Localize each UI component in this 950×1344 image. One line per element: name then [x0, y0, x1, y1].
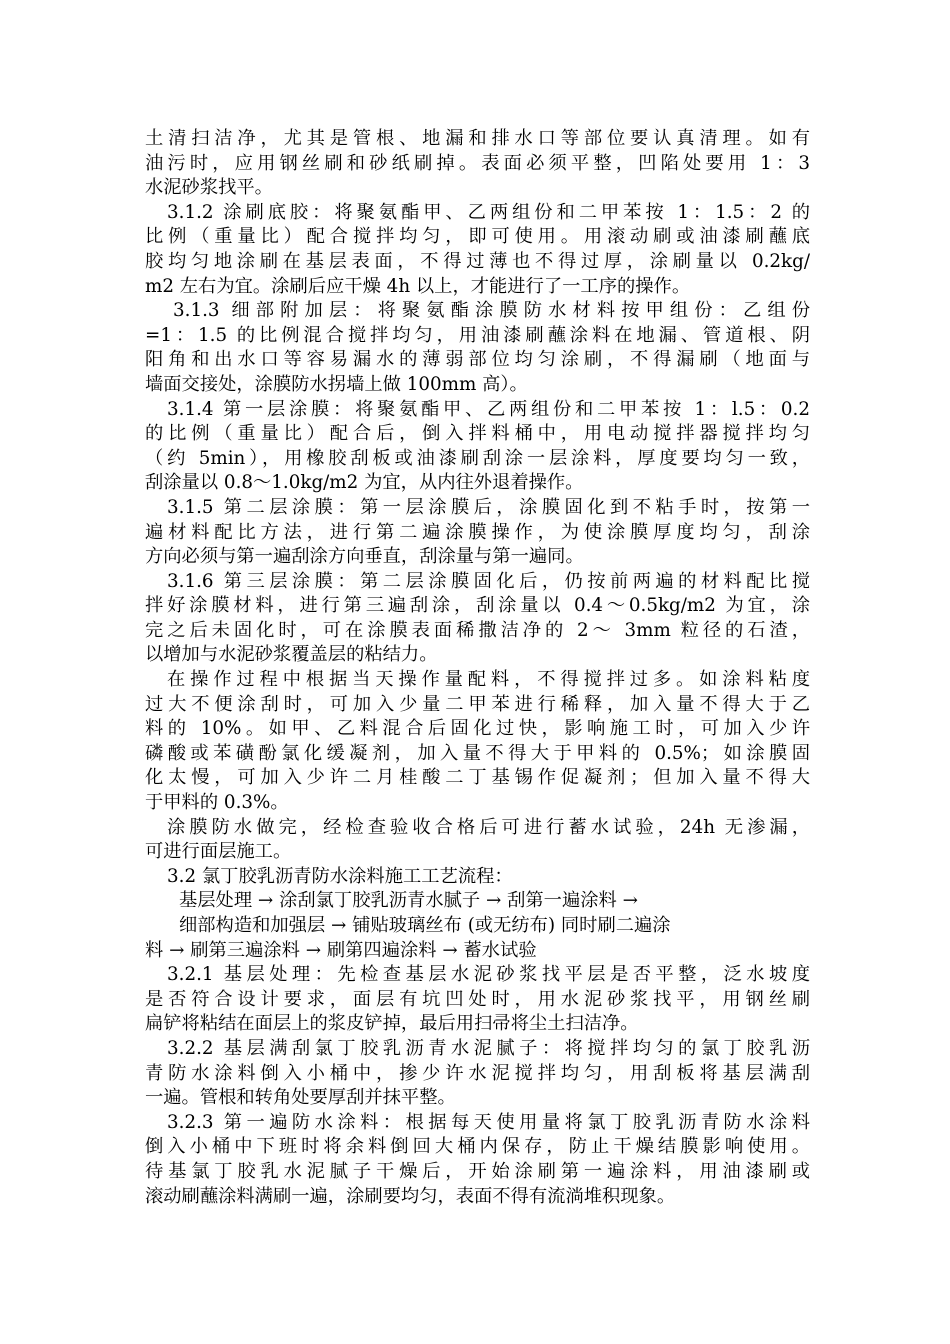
text-line: 化太慢，可加入少许二月桂酸二丁基锡作促凝剂；但加入量不得大	[145, 767, 810, 789]
text-line: 3.2.2 基层满刮氯丁胶乳沥青水泥腻子：将搅拌均匀的氯丁胶乳沥	[167, 1037, 810, 1059]
text-line: 涂膜防水做完，经检查验收合格后可进行蓄水试验，24h 无渗漏，	[167, 816, 810, 838]
text-line: 扁铲将粘结在面层上的浆皮铲掉，最后用扫帚将尘土扫洁净。	[145, 1013, 639, 1035]
text-line: 3.1.5 第二层涂膜：第一层涂膜后，涂膜固化到不粘手时，按第一	[167, 496, 810, 518]
text-line: 3.1.6 第三层涂膜：第二层涂膜固化后，仍按前两遍的材料配比搅	[167, 570, 810, 592]
paragraph	[145, 963, 810, 1037]
text-line: 的比例（重量比）配合后，倒入拌料桶中，用电动搅拌器搅拌均匀	[145, 423, 810, 445]
text-line: （约 5min），用橡胶刮板或油漆刷刮涂一层涂料，厚度要均匀一致，	[145, 447, 810, 469]
text-line: 是否符合设计要求，面层有坑凹处时，用水泥砂浆找平，用钢丝刷	[145, 988, 810, 1010]
text-line: 3.1.2 涂刷底胶：将聚氨酯甲、乙两组份和二甲苯按 1：1.5：2 的	[167, 201, 810, 223]
process-flow	[145, 889, 810, 963]
text-line: 待基氯丁胶乳水泥腻子干燥后，开始涂刷第一遍涂料，用油漆刷或	[145, 1160, 810, 1182]
text-line: 细部构造和加强层 → 铺贴玻璃丝布 (或无纺布) 同时刷二遍涂	[179, 915, 671, 936]
text-line: =1：1.5 的比例混合搅拌均匀，用油漆刷蘸涂料在地漏、管道根、阴	[145, 324, 810, 346]
text-line: 青防水涂料倒入小桶中，掺少许水泥搅拌均匀，用刮板将基层满刮	[145, 1062, 810, 1084]
text-line: 胶均匀地涂刷在基层表面，不得过薄也不得过厚，涂刷量以 0.2kg/	[145, 250, 810, 272]
text-line: 磷酸或苯磺酚氯化缓凝剂，加入量不得大于甲料的 0.5%；如涂膜固	[145, 742, 810, 764]
paragraph	[145, 299, 810, 397]
text-line: 比例（重量比）配合搅拌均匀，即可使用。用滚动刷或油漆刷蘸底	[145, 226, 810, 248]
paragraph	[145, 127, 810, 201]
text-line: 油污时，应用钢丝刷和砂纸刷掉。表面必须平整，凹陷处要用 1：3	[145, 152, 810, 174]
paragraph	[145, 201, 810, 299]
paragraph	[145, 668, 810, 816]
text-line: m2 左右为宜。涂刷后应干燥 4h 以上，才能进行了一工序的操作。	[145, 275, 691, 297]
text-line: 料 → 刷第三遍涂料 → 刷第四遍涂料 → 蓄水试验	[145, 939, 537, 961]
text-line: 倒入小桶中下班时将余料倒回大桶内保存，防止干燥结膜影响使用。	[145, 1136, 810, 1158]
text-line: 方向必须与第一遍刮涂方向垂直，刮涂量与第一遍同。	[145, 546, 584, 568]
text-line: 土清扫洁净，尤其是管根、地漏和排水口等部位要认真清理。如有	[145, 128, 810, 149]
text-line: 完之后未固化时，可在涂膜表面稀撒洁净的 2～ 3mm 粒径的石渣，	[145, 619, 810, 641]
document-page	[145, 127, 810, 1209]
text-line: 刮涂量以 0.8～1.0kg/m2 为宜，从内往外退着操作。	[145, 472, 584, 494]
text-line: 滚动刷蘸涂料满刷一遍，涂刷要均匀，表面不得有流淌堆积现象。	[145, 1185, 676, 1207]
paragraph	[145, 398, 810, 496]
text-line: 3.2 氯丁胶乳沥青防水涂料施工工艺流程：	[167, 865, 513, 887]
text-line: 3.2.1 基层处理：先检查基层水泥砂浆找平层是否平整，泛水坡度	[167, 964, 810, 986]
text-line: 以增加与水泥砂浆覆盖层的粘结力。	[145, 644, 438, 666]
text-line: 水泥砂浆找平。	[145, 177, 273, 199]
text-line: 在操作过程中根据当天操作量配料，不得搅拌过多。如涂料粘度	[167, 669, 810, 691]
text-line: 墙面交接处，涂膜防水拐墙上做 100mm 高）。	[145, 373, 528, 395]
text-line: 遍材料配比方法，进行第二遍涂膜操作，为使涂膜厚度均匀，刮涂	[145, 521, 810, 543]
text-line: 3.1.4 第一层涂膜：将聚氨酯甲、乙两组份和二甲苯按 1：l.5：0.2	[167, 398, 810, 420]
paragraph	[145, 1037, 810, 1111]
paragraph	[145, 1111, 810, 1209]
paragraph	[145, 570, 810, 668]
text-line: 一遍。管根和转角处要厚刮并抹平整。	[145, 1087, 456, 1109]
text-line: 于甲料的 0.3%。	[145, 792, 289, 814]
section-heading	[145, 865, 810, 890]
text-line: 阳角和出水口等容易漏水的薄弱部位均匀涂刷，不得漏刷（地面与	[145, 349, 810, 371]
paragraph	[145, 816, 810, 865]
text-line: 料的 10%。如甲、乙料混合后固化过快，影响施工时，可加入少许	[145, 718, 810, 740]
text-line: 可进行面层施工。	[145, 841, 292, 863]
text-line: 3.2.3 第一遍防水涂料：根据每天使用量将氯丁胶乳沥青防水涂料	[167, 1111, 810, 1133]
text-line: 拌好涂膜材料，进行第三遍刮涂，刮涂量以 0.4～0.5kg/m2 为宜，涂	[145, 595, 810, 617]
text-line: 过大不便涂刮时，可加入少量二甲苯进行稀释，加入量不得大于乙	[145, 693, 810, 715]
paragraph	[145, 496, 810, 570]
text-line: 基层处理 → 涂刮氯丁胶乳沥青水腻子 → 刮第一遍涂料 →	[179, 890, 638, 912]
text-line: 3.1.3 细部附加层：将聚氨酯涂膜防水材料按甲组份：乙组份	[173, 300, 810, 322]
